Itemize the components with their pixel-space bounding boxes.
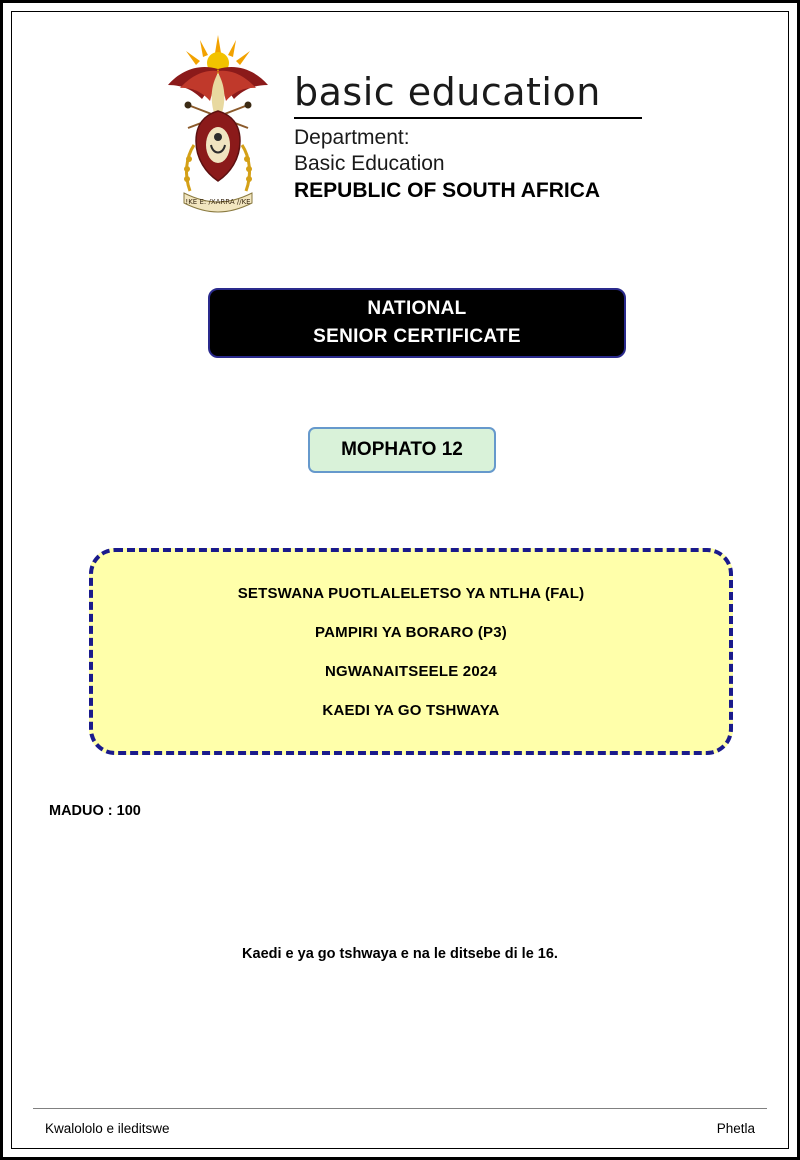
svg-text:!KE E: /XARRA //KE: !KE E: /XARRA //KE <box>185 198 251 206</box>
page-footer <box>45 1121 755 1136</box>
page-count-note: Kaedi e ya go tshwaya e na le ditsebe di le 16. <box>242 946 558 962</box>
subject-line-2: PAMPIRI YA BORARO (P3) <box>315 623 507 641</box>
country-name: REPUBLIC OF SOUTH AFRICA <box>294 179 601 203</box>
grade-banner <box>308 427 496 473</box>
footer-divider <box>33 1108 767 1109</box>
subject-line-1: SETSWANA PUOTLALELETSO YA NTLHA (FAL) <box>237 584 585 602</box>
marks-label: MADUO : 100 <box>49 803 141 819</box>
document-header <box>3 33 797 218</box>
subject-banner <box>89 548 733 755</box>
certificate-line-2: SENIOR CERTIFICATE <box>313 326 521 347</box>
brand-underline <box>294 117 642 119</box>
brand-title: basic education <box>294 70 601 114</box>
department-label: Department: <box>294 125 410 149</box>
coat-of-arms-icon <box>158 33 278 218</box>
grade-label: MOPHATO 12 <box>341 439 463 460</box>
certificate-banner <box>208 288 626 358</box>
footer-turn-over: Phetla <box>716 1121 755 1136</box>
certificate-line-1: NATIONAL <box>367 298 467 320</box>
subject-line-4: KAEDI YA GO TSHWAYA <box>322 701 500 719</box>
department-block <box>294 33 642 205</box>
subject-line-3: NGWANAITSEELE 2024 <box>325 662 497 680</box>
department-name: Basic Education <box>294 152 445 176</box>
footer-copyright: Kwalololo e ileditswe <box>45 1121 170 1136</box>
